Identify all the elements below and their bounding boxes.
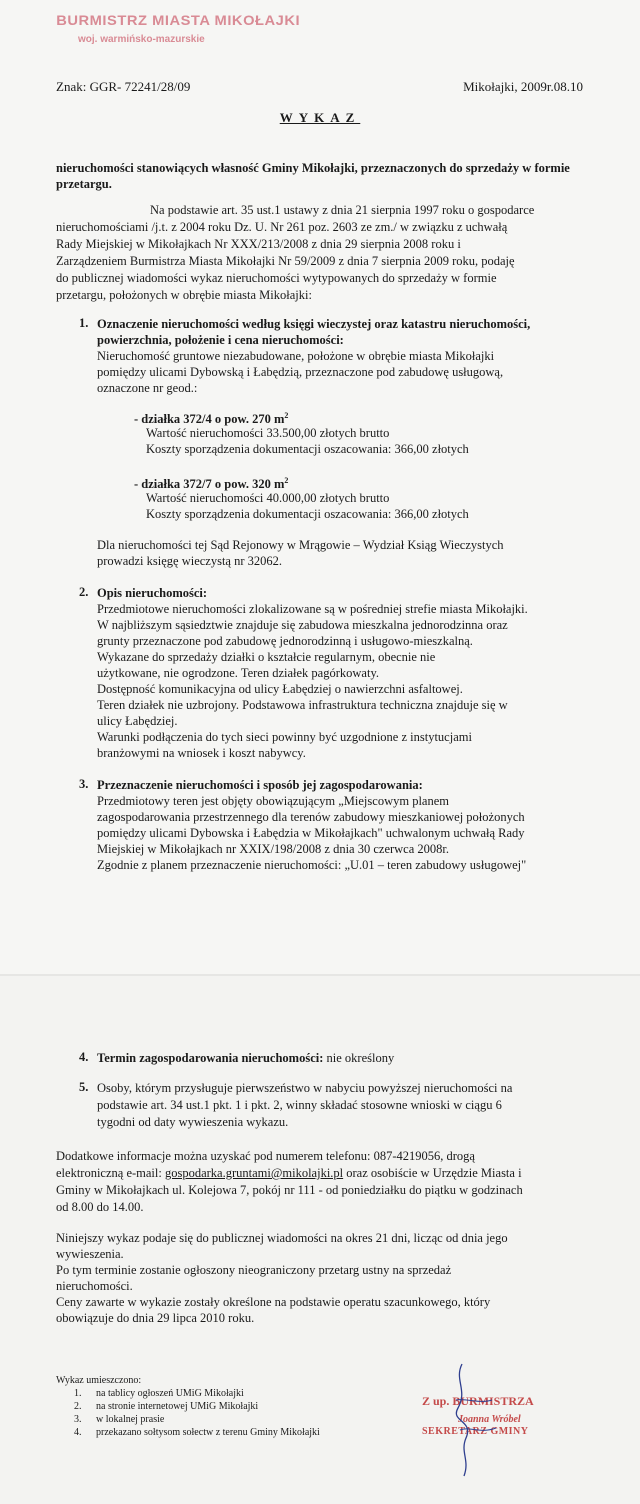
section-3-line: Miejskiej w Mikołajkach nr XXIX/198/2008 z dnia 30 czerwca 2008r. [97,842,449,856]
closing-line: wywieszenia. [56,1247,124,1261]
section-3-line: Zgodnie z planem przeznaczenie nieruchomości: „U.01 – teren zabudowy usługowej" [97,858,527,872]
section-3-line: pomiędzy ulicami Dybowska i Łabędzia w Mikołajkach" uchwalonym uchwałą Rady [97,826,525,840]
land-registry-note: prowadzi księgę wieczystą nr 32062. [97,554,283,568]
section-2-line: użytkowane, nie ogrodzone. Teren działek pagórkowaty. [97,666,380,680]
closing-line: Ceny zawarte w wykazie zostały określone na podstawie operatu szacunkowego, który [56,1295,491,1309]
plot-1-value: Wartość nieruchomości 33.500,00 złotych brutto [146,426,390,440]
signature-name: Joanna Wróbel [458,1414,521,1425]
contact-info-line: od 8.00 do 14.00. [56,1200,144,1214]
posted-item: na tablicy ogłoszeń UMiG Mikołajki [96,1388,244,1399]
section-2-line: Teren działek nie uzbrojony. Podstawowa infrastruktura techniczna znajduje się w [97,698,508,712]
intro-line: Zarządzeniem Burmistrza Miasta Mikołajki Nr 59/2009 z dnia 7 sierpnia 2009 roku, podaję [56,254,515,268]
closing-line: Po tym terminie zostanie ogłoszony nieograniczony przetarg ustny na sprzedaż [56,1263,452,1277]
section-2-line: ulicy Łabędziej. [97,714,178,728]
contact-info-line: elektroniczną e-mail: gospodarka.gruntami@mikolajki.pl oraz osobiście w Urzędzie Miasta i [56,1166,522,1180]
section-2-line: grunty przeznaczone pod zabudowę jednorodzinną i usługowo-mieszkalną. [97,634,473,648]
section-2-line: Przedmiotowe nieruchomości zlokalizowane są w pośredniej strefie miasta Mikołajki. [97,602,528,616]
posted-item-number: 1. [74,1388,82,1399]
section-2-number: 2. [79,585,89,599]
section-2-line: W najbliższym sąsiedztwie znajduje się zabudowa mieszkalna jednorodzinna oraz [97,618,508,632]
email-link[interactable]: gospodarka.gruntami@mikolajki.pl [164,1166,344,1180]
section-2-line: Dostępność komunikacyjna od ulicy Łabędziej o nawierzchni asfaltowej. [97,682,463,696]
stamp-line-2: woj. warmińsko-mazurskie [78,34,205,45]
section-5-line: podstawie art. 34 ust.1 pkt. 1 i pkt. 2, winny składać stosowne wnioski w ciągu 6 [97,1098,502,1112]
signature-stamp-line-1: Z up. BURMISTRZA [422,1394,534,1408]
place-date: Mikołajki, 2009r.08.10 [463,79,583,94]
plot-1-title: - działka 372/4 o pow. 270 $m^2$ [134,411,289,427]
posted-item-number: 2. [74,1401,82,1412]
plot-1-cost: Koszty sporządzenia dokumentacji oszacowania: 366,00 złotych [146,442,469,456]
section-4-text: Termin zagospodarowania nieruchomości: nie określony [97,1051,395,1065]
section-3-heading: Przeznaczenie nieruchomości i sposób jej zagospodarowania: [97,778,423,792]
posted-title: Wykaz umieszczono: [56,1375,142,1386]
contact-info-line: Gminy w Mikołajkach ul. Kolejowa 7, pokój nr 111 - od poniedziałku do piątku w godzinach [56,1183,523,1197]
section-1-heading: powierzchnia, położenie i cena nieruchomości: [97,333,344,347]
section-3-line: Przedmiotowy teren jest objęty obowiązującym „Miejscowym planem [97,794,449,808]
section-3-line: zagospodarowania przestrzennego dla terenów zabudowy mieszkaniowej położonych [97,810,525,824]
intro-line: Na podstawie art. 35 ust.1 ustawy z dnia 21 sierpnia 1997 roku o gospodarce [150,203,535,217]
section-1-body: pomiędzy ulicami Dybowską i Łabędzią, przeznaczone pod zabudowę usługową, [97,365,504,379]
section-1-body: Nieruchomość gruntowe niezabudowane, położone w obrębie miasta Mikołajki [97,349,495,363]
section-5-line: tygodni od daty wywieszenia wykazu. [97,1115,289,1129]
document-title [0,110,640,126]
plot-2-title: - działka 372/7 o pow. 320 $m^2$ [134,476,289,492]
section-2-line: Wykazane do sprzedaży działki o kształcie regularnym, obecnie nie [97,650,436,664]
contact-info-line: Dodatkowe informacje można uzyskać pod numerem telefonu: 087-4219056, drogą [56,1149,475,1163]
header-stamp [56,12,301,45]
posted-item: w lokalnej prasie [96,1414,165,1425]
intro-line: przetargu, położonych w obrębie miasta Mikołajki: [56,288,312,302]
plot-2-value: Wartość nieruchomości 40.000,00 złotych brutto [146,491,390,505]
plot-2-cost: Koszty sporządzenia dokumentacji oszacowania: 366,00 złotych [146,507,469,521]
land-registry-note: Dla nieruchomości tej Sąd Rejonowy w Mrągowie – Wydział Ksiąg Wieczystych [97,538,504,552]
section-2-heading: Opis nieruchomości: [97,586,208,600]
closing-line: Niniejszy wykaz podaje się do publicznej wiadomości na okres 21 dni, licząc od dnia jego [56,1231,508,1245]
section-1-number: 1. [79,316,89,330]
handwritten-signature-icon [440,1360,510,1480]
posted-item: przekazano sołtysom sołectw z terenu Gminy Mikołajki [96,1427,320,1438]
posted-item-number: 3. [74,1414,82,1425]
section-2-line: Warunki podłączenia do tych sieci powinny być uzgodnione z instytucjami [97,730,472,744]
intro-line: do publicznej wiadomości wykaz nieruchomości wytypowanych do sprzedaży w formie [56,271,497,285]
section-1-body: oznaczone nr geod.: [97,381,198,395]
closing-line: nieruchomości. [56,1279,133,1293]
intro-line: Rady Miejskiej w Mikołajkach Nr XXX/213/2008 z dnia 29 sierpnia 2008 roku i [56,237,461,251]
document-subtitle: nieruchomości stanowiących własność Gminy Mikołajki, przeznaczonych do sprzedaży w formie przetargu. [56,161,570,191]
posted-item: na stronie internetowej UMiG Mikołajki [96,1401,259,1412]
intro-line: nieruchomościami /j.t. z 2004 roku Dz. U. Nr 261 poz. 2603 ze zm./ w związku z uchwałą [56,220,508,234]
section-5-line: Osoby, którym przysługuje pierwszeństwo w nabyciu powyższej nieruchomości na [97,1081,513,1095]
signature-stamp-line-3: SEKRETARZ GMINY [422,1426,529,1437]
document-sign: Znak: GGR- 72241/28/09 [56,79,191,94]
section-3-number: 3. [79,777,89,791]
closing-line: obowiązuje do dnia 29 lipca 2010 roku. [56,1311,255,1325]
stamp-line-1: BURMISTRZ MIASTA MIKOŁAJKI [56,12,301,28]
section-1-heading: Oznaczenie nieruchomości według księgi wieczystej oraz katastru nieruchomości, [97,317,531,331]
title-text: WYKAZ [279,110,361,125]
page-divider [0,974,640,976]
section-4-number: 4. [79,1050,89,1064]
posted-item-number: 4. [74,1427,82,1438]
section-2-line: branżowymi na wniosek i koszt nabywcy. [97,746,306,760]
section-5-number: 5. [79,1080,89,1094]
